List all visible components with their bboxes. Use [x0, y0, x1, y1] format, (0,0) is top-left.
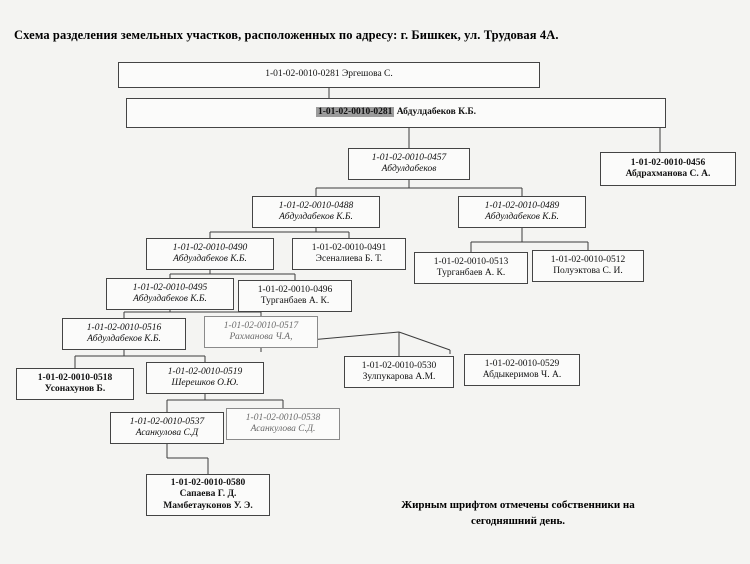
node-name: Полуэктова С. И. — [553, 266, 623, 276]
node-name: Эргешова С. — [342, 69, 393, 80]
node-n19[interactable] — [110, 412, 224, 444]
node-code: 1-01-02-0010-0457 — [371, 152, 447, 163]
node-name: Абдулдабеков К.Б. — [173, 254, 247, 264]
node-name: Рахманова Ч.А, — [229, 332, 293, 342]
node-name: Абдыкеримов Ч. А. — [482, 370, 562, 380]
node-code: 1-01-02-0010-0516 — [86, 322, 162, 333]
node-n16[interactable] — [464, 354, 580, 386]
node-name: Турганбаев А. К. — [260, 296, 330, 306]
node-n14[interactable] — [204, 316, 318, 348]
node-name: Абдулдабеков К.Б. — [396, 107, 476, 118]
node-name: Асанкулова С.Д — [135, 428, 199, 438]
legend-note — [368, 498, 668, 530]
node-code: 1-01-02-0010-0495 — [132, 282, 208, 293]
node-n9[interactable] — [414, 252, 528, 284]
node-name: Сапаева Г. Д. — [179, 489, 237, 500]
node-code: 1-01-02-0010-0529 — [484, 358, 560, 369]
node-code: 1-01-02-0010-0281 — [317, 107, 393, 118]
node-code: 1-01-02-0010-0580 — [170, 478, 246, 489]
node-n11[interactable] — [106, 278, 234, 310]
node-code: 1-01-02-0010-0456 — [630, 157, 706, 168]
node-code: 1-01-02-0010-0490 — [172, 242, 248, 253]
page-title: Схема разделения земельных участков, расположенных по адресу: г. Бишкек, ул. Трудовая 4А. — [14, 28, 559, 42]
node-name: Зулпукарова А.М. — [362, 372, 436, 382]
node-code: 1-01-02-0010-0517 — [223, 320, 299, 331]
node-code: 1-01-02-0010-0530 — [361, 360, 437, 371]
node-n17[interactable] — [16, 368, 134, 400]
node-name: Абдулдабеков К.Б. — [133, 294, 207, 304]
node-n2[interactable] — [126, 98, 666, 128]
node-name: Асанкулова С.Д. — [250, 424, 316, 434]
node-name: Абдулдабеков К.Б. — [279, 212, 353, 222]
node-n4[interactable] — [600, 152, 736, 186]
node-name: Абдулдабеков — [381, 164, 437, 174]
legend-line-1: Жирным шрифтом отмечены собственники на — [401, 499, 635, 511]
node-name: Турганбаев А. К. — [436, 268, 506, 278]
node-name: Абдрахманова С. А. — [625, 169, 711, 179]
node-name-secondary: Мамбетауконов У. Э. — [163, 500, 253, 511]
node-code: 1-01-02-0010-0513 — [433, 256, 509, 267]
node-n5[interactable] — [252, 196, 380, 228]
node-name: Усонахунов Б. — [44, 384, 106, 394]
node-code: 1-01-02-0010-0519 — [167, 366, 243, 377]
node-n15[interactable] — [344, 356, 454, 388]
node-name: Абдулдабеков К.Б. — [485, 212, 559, 222]
node-code: 1-01-02-0010-0538 — [245, 412, 321, 423]
node-n7[interactable] — [146, 238, 274, 270]
node-name: Шерешков О.Ю. — [171, 378, 239, 388]
legend-line-2: сегодняшний день. — [470, 514, 566, 527]
node-n3[interactable] — [348, 148, 470, 180]
node-n1[interactable] — [118, 62, 540, 88]
node-code: 1-01-02-0010-0491 — [311, 242, 387, 253]
node-n6[interactable] — [458, 196, 586, 228]
node-n10[interactable] — [532, 250, 644, 282]
node-name: Абдулдабеков К.Б. — [87, 334, 161, 344]
node-code: 1-01-02-0010-0281 — [265, 69, 340, 80]
node-n20[interactable] — [226, 408, 340, 440]
node-n13[interactable] — [62, 318, 186, 350]
node-n18[interactable] — [146, 362, 264, 394]
node-name: Эсеналиева Б. Т. — [315, 254, 383, 264]
node-code: 1-01-02-0010-0488 — [278, 200, 354, 211]
node-n12[interactable] — [238, 280, 352, 312]
node-code: 1-01-02-0010-0537 — [129, 416, 205, 427]
node-n21[interactable] — [146, 474, 270, 516]
node-n8[interactable] — [292, 238, 406, 270]
node-code: 1-01-02-0010-0512 — [550, 254, 626, 265]
node-code: 1-01-02-0010-0489 — [484, 200, 560, 211]
node-code: 1-01-02-0010-0496 — [257, 284, 333, 295]
node-code: 1-01-02-0010-0518 — [37, 372, 113, 383]
